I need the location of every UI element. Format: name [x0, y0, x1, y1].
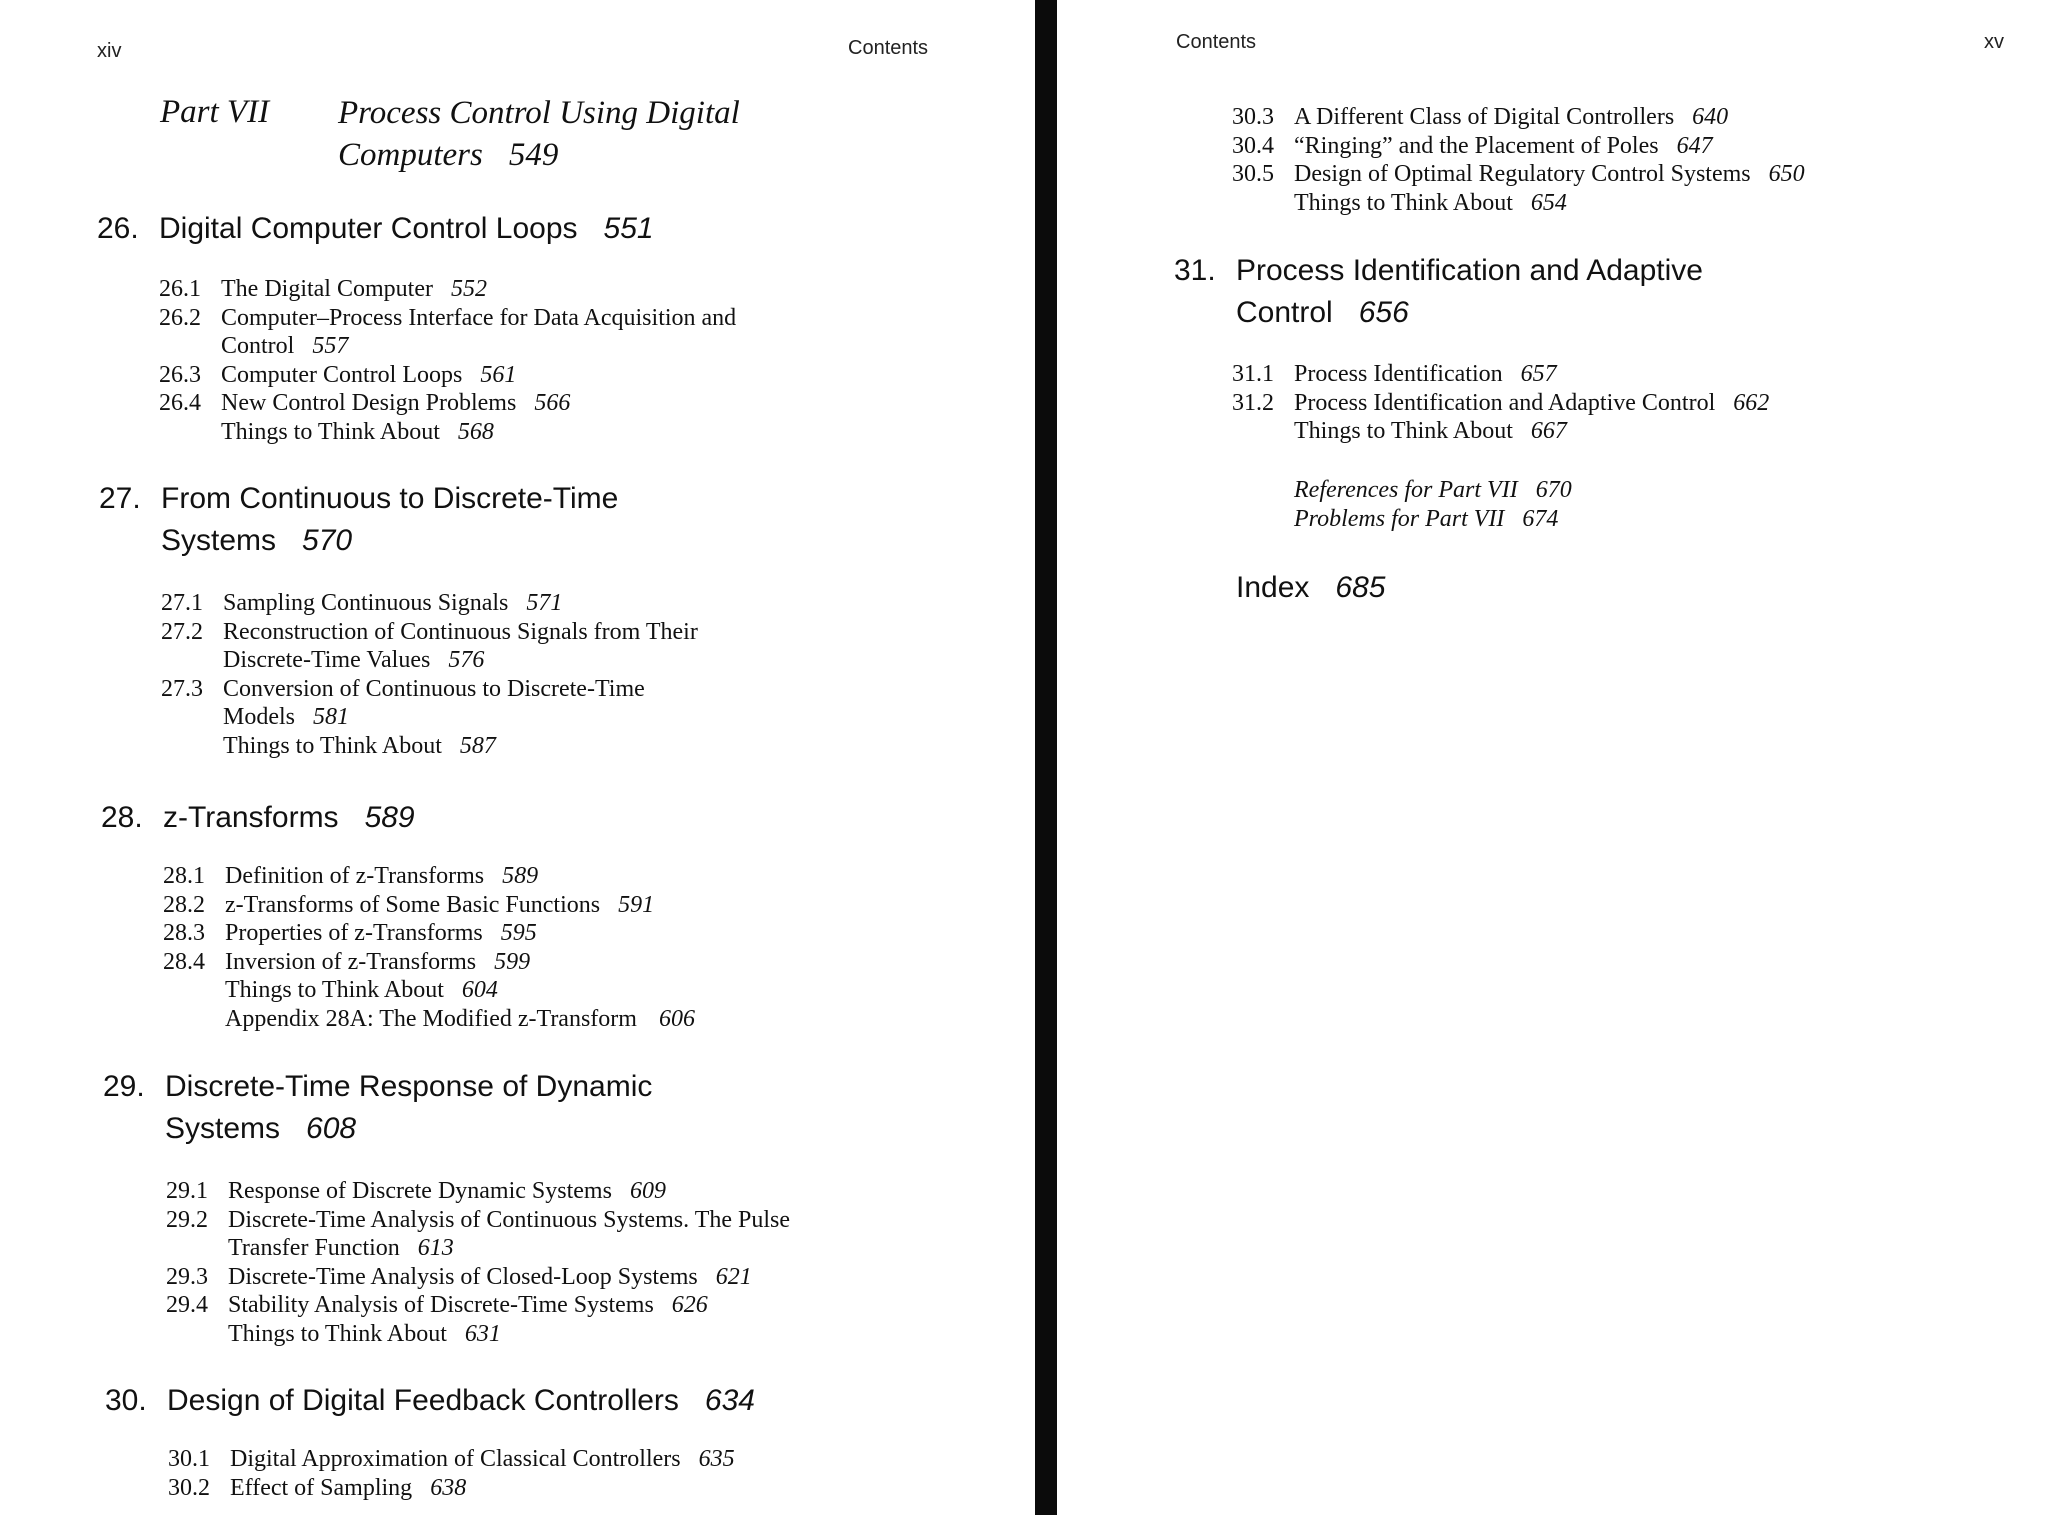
chapter-30-sections-continued: [1232, 103, 1805, 217]
section-page: 552: [450, 276, 487, 302]
toc-extra-entry: [1294, 417, 1769, 446]
toc-entry: [1232, 132, 1805, 161]
page-number-right: xv: [1984, 31, 2004, 53]
chapter-title: [167, 1380, 807, 1422]
problems-page: 674: [1522, 505, 1559, 532]
toc-entry: [166, 1263, 790, 1292]
toc-entry: [159, 361, 736, 390]
toc-entry: [168, 1445, 735, 1474]
chapter-title: [163, 797, 803, 839]
section-page: 591: [618, 891, 655, 918]
extra-page: 654: [1530, 189, 1567, 216]
section-number: 30.5: [1232, 161, 1274, 187]
references-entry: [1294, 476, 1572, 505]
section-number: 28.3: [163, 920, 205, 946]
section-title: A Different Class of Digital Controllers: [1294, 104, 1675, 130]
chapter-number: 30.: [105, 1384, 147, 1417]
section-title-cont: Models: [223, 704, 295, 730]
page-number-left: xiv: [97, 40, 122, 62]
index-heading: [1236, 567, 1385, 609]
chapter-title-cont: Systems: [165, 1112, 281, 1145]
toc-extra-entry: [225, 976, 695, 1005]
section-number: 27.1: [161, 590, 203, 616]
toc-entry: [159, 389, 736, 418]
section-title: Response of Discrete Dynamic Systems: [228, 1178, 612, 1204]
part-title: [338, 92, 798, 176]
chapter-title-text: z-Transforms: [163, 801, 339, 834]
section-title: Discrete-Time Analysis of Closed-Loop Systems: [228, 1263, 698, 1290]
chapter-title: [1236, 250, 1876, 334]
chapter-title-text: From Continuous to Discrete-Time: [161, 482, 619, 515]
section-title: Computer Control Loops: [221, 361, 463, 388]
section-title: Process Identification and Adaptive Control: [1294, 389, 1716, 416]
extra-title: Things to Think About: [1294, 189, 1513, 216]
chapter-title: [165, 1066, 805, 1150]
section-page: 566: [534, 390, 571, 416]
extra-title: Appendix 28A: The Modified z-Transform: [225, 1005, 637, 1032]
chapter-title: [159, 208, 799, 250]
part-label: Part VII: [160, 94, 270, 130]
chapter-title-cont: Control: [1236, 296, 1333, 329]
chapter-30-sections: [168, 1445, 735, 1502]
section-title: Properties of z-Transforms: [225, 920, 483, 946]
chapter-title-text: Digital Computer Control Loops: [159, 212, 578, 245]
section-title: z-Transforms of Some Basic Functions: [225, 891, 601, 918]
chapter-26-sections: [159, 275, 736, 446]
toc-entry: [168, 1474, 735, 1503]
toc-entry: [163, 891, 695, 920]
section-page: 609: [629, 1178, 666, 1204]
chapter-number: 27.: [99, 482, 141, 515]
section-page: 657: [1520, 361, 1557, 387]
part-title-line2: [338, 134, 798, 176]
extra-title: Things to Think About: [223, 732, 442, 759]
right-page: [1062, 0, 2048, 1515]
section-page: 557: [312, 333, 349, 359]
chapter-page: 570: [302, 524, 353, 557]
section-number: 29.2: [166, 1206, 208, 1233]
toc-entry: [163, 862, 695, 891]
section-title: Discrete-Time Analysis of Continuous Systems. The Pulse: [228, 1206, 791, 1233]
section-page: 650: [1768, 161, 1805, 187]
running-head-right: Contents: [1176, 31, 1257, 53]
running-head-left: Contents: [848, 37, 929, 59]
extra-page: 587: [459, 732, 496, 759]
index-page: 685: [1335, 571, 1386, 604]
chapter-title-text: Process Identification and Adaptive: [1236, 254, 1703, 287]
section-title-cont: Control: [221, 333, 295, 359]
section-number: 30.1: [168, 1446, 210, 1472]
extra-title: Things to Think About: [1294, 418, 1513, 444]
chapter-title-cont: Systems: [161, 524, 277, 557]
problems-entry: [1294, 505, 1572, 534]
section-title: Process Identification: [1294, 361, 1503, 387]
toc-entry: [1232, 389, 1769, 418]
section-page: 561: [480, 361, 517, 388]
toc-entry: [166, 1177, 790, 1206]
extra-page: 606: [658, 1005, 695, 1032]
toc-entry: [161, 618, 698, 675]
chapter-page: 608: [306, 1112, 357, 1145]
section-page: 638: [430, 1474, 467, 1501]
extra-title: Things to Think About: [228, 1320, 447, 1347]
section-title: The Digital Computer: [221, 276, 433, 302]
section-number: 27.2: [161, 618, 203, 645]
section-page: 626: [671, 1292, 708, 1318]
section-title: Effect of Sampling: [230, 1474, 413, 1501]
toc-entry: [159, 275, 736, 304]
section-title: Stability Analysis of Discrete-Time Systems: [228, 1292, 654, 1318]
section-number: 27.3: [161, 675, 203, 702]
section-title: New Control Design Problems: [221, 390, 517, 416]
section-page: 595: [500, 920, 537, 946]
toc-extra-entry: [223, 732, 698, 761]
section-number: 28.2: [163, 891, 205, 918]
chapter-page: 634: [704, 1384, 755, 1417]
section-page: 635: [698, 1446, 735, 1472]
section-page: 621: [715, 1263, 752, 1290]
toc-entry: [161, 589, 698, 618]
book-spine-gutter: [1035, 0, 1057, 1515]
chapter-page: 589: [364, 801, 415, 834]
chapter-28-sections: [163, 862, 695, 1033]
toc-entry: [1232, 103, 1805, 132]
section-number: 31.1: [1232, 361, 1274, 387]
toc-entry: [161, 675, 698, 732]
section-page: 647: [1676, 132, 1713, 159]
section-number: 30.3: [1232, 104, 1274, 130]
section-title: Definition of z-Transforms: [225, 863, 485, 889]
toc-extra-entry: [1294, 189, 1805, 218]
section-number: 30.4: [1232, 132, 1274, 159]
section-title: Design of Optimal Regulatory Control Systems: [1294, 161, 1751, 187]
section-number: 26.3: [159, 361, 201, 388]
section-page: 581: [313, 704, 349, 730]
section-number: 29.1: [166, 1178, 208, 1204]
toc-entry: [166, 1206, 790, 1263]
section-title-cont: Discrete-Time Values: [223, 647, 431, 673]
section-title: “Ringing” and the Placement of Poles: [1294, 132, 1659, 159]
extra-page: 631: [464, 1320, 501, 1347]
toc-entry: [163, 919, 695, 948]
toc-entry: [163, 948, 695, 977]
chapter-title-text: Discrete-Time Response of Dynamic: [165, 1070, 653, 1103]
section-page: 571: [526, 590, 563, 616]
section-page: 599: [494, 948, 531, 975]
toc-extra-entry: [225, 1005, 695, 1034]
toc-entry: [1232, 160, 1805, 189]
chapter-27-sections: [161, 589, 698, 760]
section-title: Computer–Process Interface for Data Acquisition and: [221, 304, 737, 331]
extra-title: Things to Think About: [225, 977, 444, 1003]
section-number: 26.4: [159, 390, 201, 416]
references-page: 670: [1535, 477, 1572, 503]
chapter-31-sections: [1232, 360, 1769, 446]
section-page: 640: [1692, 104, 1729, 130]
section-page: 613: [417, 1235, 454, 1261]
toc-entry: [1232, 360, 1769, 389]
section-number: 30.2: [168, 1474, 210, 1501]
chapter-number: 31.: [1174, 254, 1216, 287]
section-page: 576: [448, 647, 485, 673]
part-back-matter: [1294, 476, 1572, 533]
extra-page: 667: [1530, 418, 1567, 444]
section-title: Reconstruction of Continuous Signals from Their: [223, 618, 698, 645]
extra-title: Things to Think About: [221, 418, 440, 445]
section-title: Sampling Continuous Signals: [223, 590, 509, 616]
section-title: Conversion of Continuous to Discrete-Time: [223, 675, 645, 702]
toc-entry: [159, 304, 736, 361]
section-title: Inversion of z-Transforms: [225, 948, 477, 975]
section-number: 28.4: [163, 948, 205, 975]
chapter-number: 28.: [101, 801, 143, 834]
extra-page: 568: [457, 418, 494, 445]
chapter-title: [161, 478, 801, 562]
section-number: 29.3: [166, 1263, 208, 1290]
chapter-number: 26.: [97, 212, 139, 245]
toc-extra-entry: [228, 1320, 790, 1349]
section-number: 26.1: [159, 276, 201, 302]
problems-title: Problems for Part VII: [1294, 505, 1505, 532]
section-number: 31.2: [1232, 389, 1274, 416]
section-number: 26.2: [159, 304, 201, 331]
chapter-number: 29.: [103, 1070, 145, 1103]
section-page: 662: [1733, 389, 1770, 416]
section-title: Digital Approximation of Classical Controllers: [230, 1446, 681, 1472]
part-title-text: Computers: [338, 137, 483, 173]
chapter-page: 551: [603, 212, 654, 245]
chapter-page: 656: [1358, 296, 1409, 329]
toc-entry: [166, 1291, 790, 1320]
section-number: 29.4: [166, 1292, 208, 1318]
part-page: 549: [508, 137, 559, 173]
index-title: Index: [1236, 571, 1310, 604]
references-title: References for Part VII: [1294, 477, 1518, 503]
chapter-29-sections: [166, 1177, 790, 1348]
part-title-line1: Process Control Using Digital: [338, 95, 740, 131]
section-title-cont: Transfer Function: [228, 1235, 400, 1261]
chapter-title-text: Design of Digital Feedback Controllers: [167, 1384, 679, 1417]
section-page: 589: [502, 863, 539, 889]
extra-page: 604: [461, 977, 498, 1003]
section-number: 28.1: [163, 863, 205, 889]
toc-extra-entry: [221, 418, 736, 447]
